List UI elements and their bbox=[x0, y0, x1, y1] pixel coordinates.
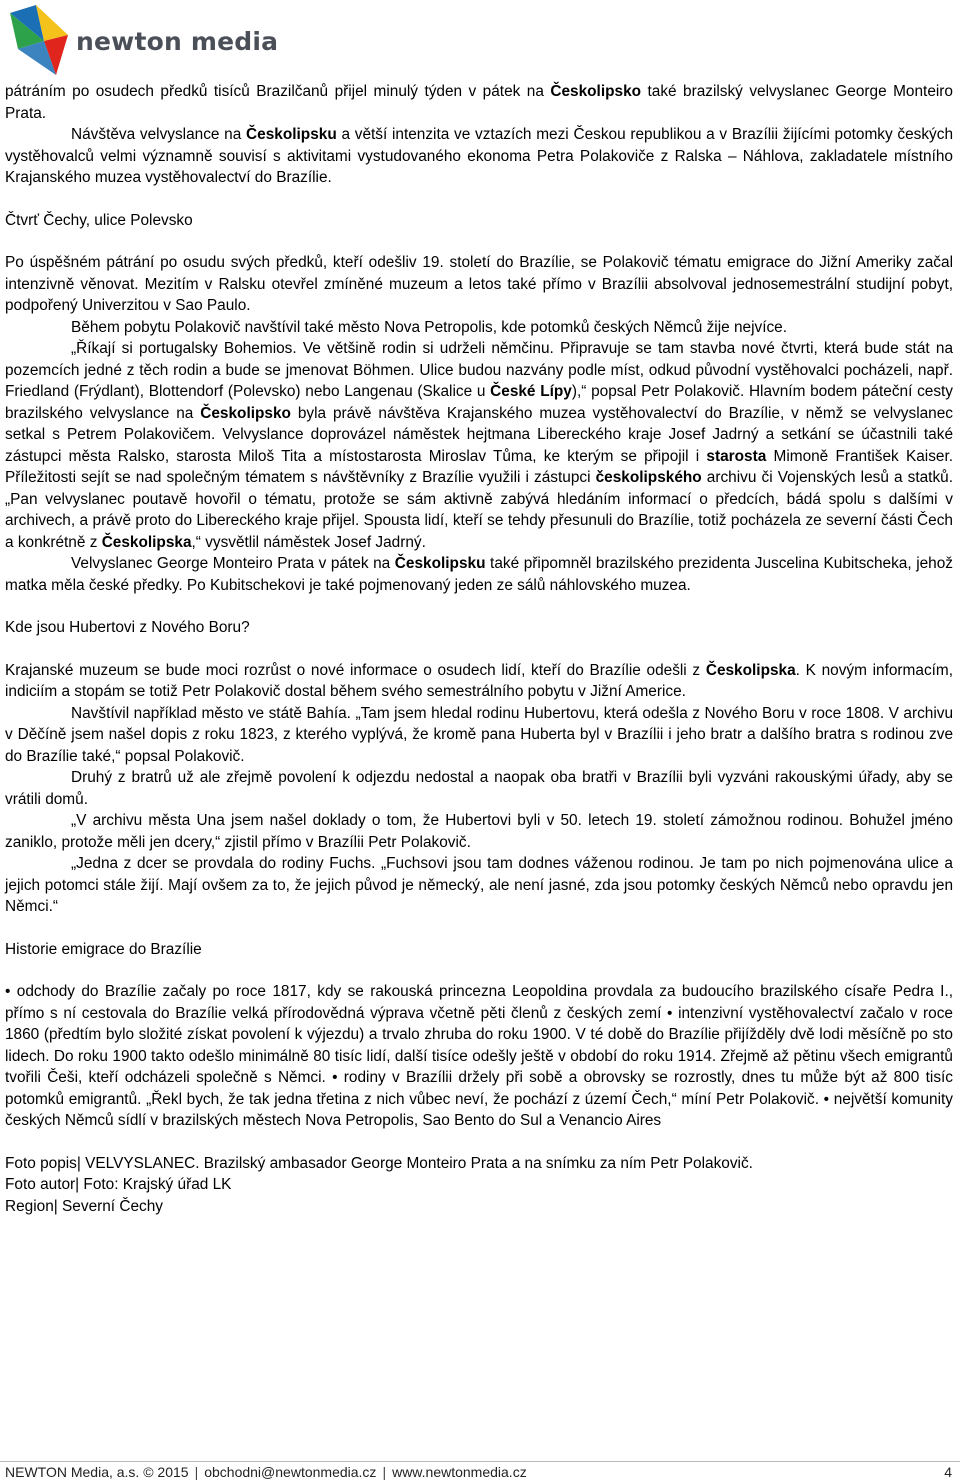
photo-caption: Foto popis| VELVYSLANEC. Brazilský ambasador George Monteiro Prata a na snímku za ním Petr Polakovič. bbox=[5, 1154, 753, 1172]
page-number: 4 bbox=[944, 1464, 952, 1480]
paragraph-6: Velvyslanec George Monteiro Prata v pátek na Českolipsku také připomněl brazilského prezidenta Juscelina Kubitscheka, jehož matka měla české předky. Po Kubitschekovi je také pojmenovaný jeden ze sálů náhlovského muzea. bbox=[5, 555, 953, 594]
paragraph-2: Návštěva velvyslance na Českolipsku a větší intenzita ve vztazích mezi Českou republikou a v Brazílii žijícími potomky českých vystěhovalců velmi významně souvisí s aktivitami vystudovaného ekonoma Petra Polakoviče z Ralska – Náhlova, zakladatele místního Krajanského muzea vystěhovalectví do Brazílie. bbox=[5, 126, 954, 186]
heading-hubertovi: Kde jsou Hubertovi z Nového Boru? bbox=[5, 619, 250, 636]
paragraph-1: pátráním po osudech předků tisíců Brazilčanů přijel minulý týden v pátek na Českolipsko také brazilský velvyslanec George Monteiro Prata. bbox=[5, 83, 953, 122]
footer-divider: | bbox=[194, 1464, 199, 1480]
page-footer bbox=[0, 1461, 960, 1481]
paragraph-8: Navštívil například město ve státě Bahía. „Tam jsem hledal rodinu Hubertovu, která odešla z Nového Boru v roce 1808. V archivu v Děčíně jsem našel dopis z roku 1823, z kterého vyplývá, že kromě pana Huberta byl v Brazílii i jeho bratr a dalšího bratra s rodinou zve do Brazílie také,“ popsal Polakovič. bbox=[5, 704, 953, 765]
paragraph-9: Druhý z bratrů už ale zřejmě povolení k odjezdu nedostal a naopak oba bratři v Brazílii byli vyzváni rakouskými úřady, aby se vrátili domů. bbox=[5, 769, 953, 808]
paragraph-11: „Jedna z dcer se provdala do rodiny Fuchs. „Fuchsovi jsou tam dodnes váženou rodinou. Je tam po nich pojmenována ulice a jejich potomci stále žijí. Mají ovšem za to, že jejich původ je německý, ale není jasné, zda jsou potomky českých Němců nebo opravdu jen Němci.“ bbox=[5, 855, 953, 915]
photo-author: Foto autor| Foto: Krajský úřad LK bbox=[5, 1176, 232, 1193]
newton-media-logo-mark-icon bbox=[6, 5, 68, 75]
footer-web[interactable]: www.newtonmedia.cz bbox=[392, 1464, 527, 1480]
footer-email[interactable]: obchodni@newtonmedia.cz bbox=[204, 1464, 377, 1480]
paragraph-3: Po úspěšném pátrání po osudu svých předků, kteří odešliv 19. století do Brazílie, se Polakovič tématu emigrace do Jižní Ameriky začal intenzivně věnovat. Mezitím v Ralsku otevřel zmíněné muzeum a letos také přímo v Brazílii absolvoval jednosemestrální studijní pobyt, podpořený Univerzitou v Sao Paulo. bbox=[5, 254, 953, 314]
brand-name: newton media bbox=[76, 26, 279, 56]
region: Region| Severní Čechy bbox=[5, 1197, 163, 1215]
footer-divider: | bbox=[382, 1464, 387, 1480]
paragraph-5: „Říkají si portugalsky Bohemios. Ve většině rodin si udrželi němčinu. Připravuje se tam stavba nové čtvrti, která bude stát na pozemcích jedné z těch rodin a bude se jmenovat Böhmen. Ulice budou nazvány podle míst, odkud původní vystěhovalci pocházeli, např. Friedland (Frýdlant), Blottendorf (Polevsko) nebo Langenau (Skalice u České Lípy),“ popsal Petr Polakovič. Hlavním bodem páteční cesty brazilského velvyslance na Českolipsko byla právě návštěva Krajanského muzea vystěhovalectví do Brazílie, v němž se velvyslanec setkal s Petrem Polakovičem. Velvyslance doprovázel náměstek hejtmana Libereckého kraje Josef Jadrný a setkání se účastnili také zástupci města Ralsko, starosta Miloš Tita a místostarosta Miroslav Tůma, ke kterým se připojil i starosta Mimoně František Kaiser. Příležitosti sejít se nad společným tématem s návštěvníky z Brazílie využili i zástupci českolipského archivu či Vojenských lesů a statků. „Pan velvyslanec poutavě hovořil o tématu, protože se sám aktivně zabývá hledáním informací o předcích, bádá spolu s dalšími v archivech, a právě proto do Libereckého kraje přijel. Spousta lidí, kteří se tehdy přesunuli do Brazílie, totiž pocházela ze severní části Čech a konkrétně z Českolipska,“ vysvětlil náměstek Josef Jadrný. bbox=[5, 340, 953, 551]
paragraph-10: „V archivu města Una jsem našel doklady o tom, že Hubertovi byli v 50. letech 19. století zámožnou rodinou. Bohužel jméno zaniklo, protože měli jen dcery,“ zjistil přímo v Brazílii Petr Polakovič. bbox=[5, 812, 953, 851]
newton-media-logo bbox=[6, 5, 278, 75]
article-body bbox=[5, 81, 953, 1217]
paragraph-4: Během pobytu Polakovič navštívil také město Nova Petropolis, kde potomků českých Němců žije nejvíce. bbox=[71, 318, 787, 336]
paragraph-7: Krajanské muzeum se bude moci rozrůst o nové informace o osudech lidí, kteří do Brazílie odešli z Českolipska. K novým informacím, indiciím a stopám se totiž Petr Polakovič dostal během svého semestrálního pobytu v Jižní Americe. bbox=[5, 661, 954, 700]
footer-left bbox=[5, 1462, 527, 1481]
heading-cechy: Čtvrť Čechy, ulice Polevsko bbox=[5, 211, 193, 229]
paragraph-12: • odchody do Brazílie začaly po roce 1817, kdy se rakouská princezna Leopoldina provdala za budoucího brazilského císaře Pedra I., přímo s ní cestovala do Brazílie velká přírodovědná výprava včetně pěti členů z českých zemí • intenzivní vystěhovalectví začalo v roce 1860 (předtím bylo složité získat povolení k výjezdu) a trvalo zhruba do roku 1900. V té době do Brazílie přijížděly dvě lodi měsíčně po sto lidech. Do roku 1900 takto odešlo minimálně 80 tisíc lidí, další tisíce odešly ještě v období do roku 1914. Zřejmě až pětinu všech emigrantů tvořili Češi, kteří odcházeli společně s Němci. • rodiny v Brazílii držely při sobě a obrovsky se rozrostly, dnes tu může být až 800 tisíc potomků emigrantů. „Řekl bych, že tak jedna třetina z nich vůbec neví, že pochází z území Čech,“ míní Petr Polakovič. • největší komunity českých Němců sídlí v brazilských městech Nova Petropolis, Sao Bento do Sul a Venancio Aires bbox=[5, 983, 953, 1129]
heading-historie: Historie emigrace do Brazílie bbox=[5, 940, 202, 958]
footer-company: NEWTON Media, a.s. © 2015 bbox=[5, 1464, 189, 1480]
